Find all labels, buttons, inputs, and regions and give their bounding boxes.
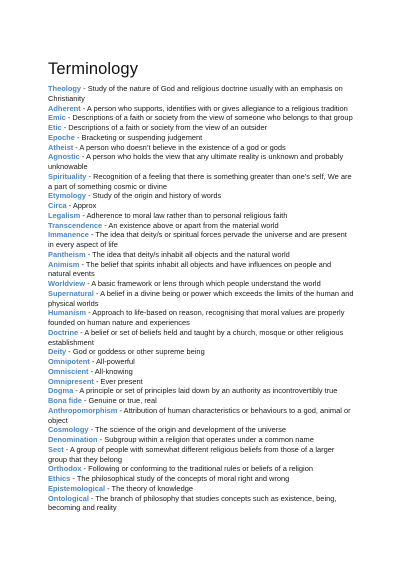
glossary-definition: Ever present [100, 376, 143, 386]
term-separator: - [93, 376, 101, 386]
glossary-entry [48, 386, 354, 396]
term-separator: - [88, 230, 96, 240]
glossary-definition: Approach to life-based on reason, recognising that moral values are properly founded on human nature and experiences [48, 308, 345, 327]
glossary-entry [48, 152, 354, 172]
glossary-term: Emic [48, 113, 66, 123]
glossary-term: Cosmology [48, 425, 89, 435]
glossary-definition: Genuine or true, real [88, 396, 157, 405]
glossary-definition: Recognition of a feeling that there is something greater than one’s self, We are a part of something cosmic or divine [48, 171, 352, 191]
glossary-definition: Attribution of human characteristics or behaviours to a god, animal or object [48, 405, 351, 425]
term-separator: - [80, 210, 87, 220]
glossary-entry [48, 308, 354, 328]
glossary-definition: A principle or set of principles laid down by an authority as incontrovertibly true [79, 386, 338, 396]
glossary-entry [48, 357, 354, 367]
glossary-term: Anthropomorphism [48, 405, 118, 415]
glossary-definition: Study of the origin and history of words [92, 191, 222, 201]
glossary-entry [48, 396, 354, 406]
glossary-term: Epoche [48, 132, 75, 142]
term-separator: - [74, 132, 82, 142]
glossary-entry [48, 464, 354, 474]
glossary-term: Etic [48, 123, 62, 132]
glossary-entry [48, 230, 354, 250]
term-separator: - [81, 396, 89, 405]
term-separator: - [86, 191, 93, 201]
glossary-definition: A group of people with somewhat different religious beliefs from those of a larger group that they belong [48, 444, 335, 464]
glossary-entry [48, 143, 354, 153]
term-separator: - [65, 113, 73, 123]
term-separator: - [105, 483, 112, 493]
glossary-definition: The idea that deity/s inhabit all objects and the natural world [92, 249, 290, 259]
glossary-definition: A belief or set of beliefs held and taught by a church, mosque or other religious establishment [48, 327, 344, 347]
term-separator: - [80, 103, 87, 113]
glossary-definition: The branch of philosophy that studies concepts such as existence, being, becoming and reality [48, 493, 337, 513]
term-separator: - [78, 327, 85, 337]
term-separator: - [93, 288, 101, 298]
term-separator: - [86, 308, 93, 318]
glossary-term: Animism [48, 259, 80, 269]
glossary-entry [48, 133, 354, 143]
term-separator: - [88, 493, 96, 503]
glossary-definition: A person who supports, identifies with or gives allegiance to a religious tradition [86, 103, 348, 113]
glossary-term: Atheist [48, 142, 74, 152]
glossary-definition: A person who doesn’t believe in the existence of a god or gods [79, 142, 286, 152]
glossary-term: Bona fide [48, 396, 82, 405]
term-separator: - [63, 444, 70, 454]
glossary-definition: Descriptions of a faith or society from the view of someone who belongs to that group [72, 113, 353, 123]
term-separator: - [73, 386, 80, 396]
glossary-entry [48, 104, 354, 114]
glossary-definition: Descriptions of a faith or society from the view of an outsider [68, 123, 268, 132]
glossary-definition: Subgroup within a religion that operates under a common name [104, 435, 314, 444]
glossary-definition: Following or conforming to the traditional rules or beliefs of a religion [88, 464, 313, 474]
term-separator: - [85, 279, 92, 288]
glossary-term: Omnipotent [48, 357, 90, 366]
glossary-term: Worldview [48, 279, 86, 288]
term-separator: - [88, 425, 95, 435]
glossary-entry [48, 84, 354, 104]
glossary-entry [48, 494, 354, 514]
glossary-term: Omniscient [48, 366, 89, 376]
glossary-term: Adherent [48, 103, 81, 113]
glossary-term: Etymology [48, 191, 87, 201]
glossary-definition: All-knowing [94, 366, 133, 376]
glossary-entry [48, 250, 354, 260]
glossary-term: Orthodox [48, 464, 82, 474]
term-separator: - [102, 220, 109, 230]
glossary-entry [48, 445, 354, 465]
glossary-definition: Adherence to moral law rather than to personal religious faith [86, 210, 288, 220]
glossary-definition: Study of the nature of God and religious doctrine usually with an emphasis on Christianity [48, 84, 343, 103]
terminology-list [48, 84, 354, 513]
glossary-entry [48, 279, 354, 289]
glossary-definition: The philosophical study of the concepts of moral right and wrong [76, 474, 290, 483]
glossary-term: Circa [48, 201, 67, 210]
glossary-definition: The idea that deity/s or spiritual forces pervade the universe and are present in every aspect of life [48, 230, 347, 249]
glossary-entry [48, 425, 354, 435]
glossary-term: Ontological [48, 493, 89, 503]
glossary-entry [48, 328, 354, 348]
glossary-entry [48, 367, 354, 377]
term-separator: - [81, 84, 88, 93]
glossary-term: Pantheism [48, 249, 86, 259]
glossary-definition: A person who holds the view that any ultimate reality is unknown and probably unknowable [48, 152, 344, 171]
glossary-entry [48, 211, 354, 221]
glossary-entry [48, 347, 354, 357]
glossary-definition: An existence above or apart from the material world [108, 220, 279, 230]
glossary-term: Denomination [48, 435, 98, 444]
term-separator: - [97, 435, 105, 444]
glossary-term: Supernatural [48, 288, 94, 298]
glossary-term: Spirituality [48, 171, 87, 181]
term-separator: - [81, 464, 89, 474]
glossary-term: Agnostic [48, 152, 80, 162]
glossary-entry [48, 406, 354, 426]
term-separator: - [88, 366, 95, 376]
glossary-term: Legalism [48, 210, 81, 220]
glossary-definition: The belief that spirits inhabit all objects and have influences on people and natural events [48, 259, 332, 279]
glossary-definition: A basic framework or lens through which people understand the world [91, 279, 321, 288]
term-separator: - [73, 142, 80, 152]
glossary-entry [48, 377, 354, 387]
term-separator: - [89, 357, 96, 366]
glossary-entry [48, 191, 354, 201]
glossary-term: Humanism [48, 308, 87, 318]
glossary-term: Epistemological [48, 483, 106, 493]
glossary-term: Deity [48, 347, 67, 357]
glossary-entry [48, 221, 354, 231]
term-separator: - [79, 259, 86, 269]
glossary-definition: A belief in a divine being or power which exceeds the limits of the human and physical worlds [48, 288, 354, 308]
glossary-entry [48, 172, 354, 192]
page-title: Terminology [48, 60, 139, 78]
term-separator: - [66, 201, 73, 210]
glossary-term: Doctrine [48, 327, 79, 337]
glossary-term: Omnipresent [48, 376, 94, 386]
term-separator: - [85, 249, 93, 259]
glossary-entry [48, 201, 354, 211]
glossary-entry [48, 435, 354, 445]
glossary-entry [48, 289, 354, 309]
term-separator: - [66, 347, 73, 357]
glossary-entry [48, 260, 354, 280]
glossary-term: Sect [48, 444, 64, 454]
glossary-entry [48, 123, 354, 133]
glossary-term: Immanence [48, 230, 89, 240]
term-separator: - [70, 474, 77, 483]
glossary-definition: God or goddess or other supreme being [72, 347, 205, 357]
glossary-definition: The theory of knowledge [111, 483, 193, 493]
glossary-term: Transcendence [48, 220, 103, 230]
glossary-term: Dogma [48, 386, 74, 396]
glossary-definition: The science of the origin and development of the universe [94, 425, 286, 435]
term-separator: - [86, 171, 94, 181]
term-separator: - [79, 152, 87, 162]
glossary-definition: All-powerful [95, 357, 135, 366]
term-separator: - [117, 405, 124, 415]
term-separator: - [61, 123, 69, 132]
glossary-term: Ethics [48, 474, 71, 483]
glossary-definition: Approx [72, 201, 97, 210]
glossary-entry [48, 113, 354, 123]
glossary-term: Theology [48, 84, 82, 93]
glossary-entry [48, 474, 354, 484]
glossary-definition: Bracketing or suspending judgement [81, 132, 203, 142]
glossary-entry [48, 484, 354, 494]
